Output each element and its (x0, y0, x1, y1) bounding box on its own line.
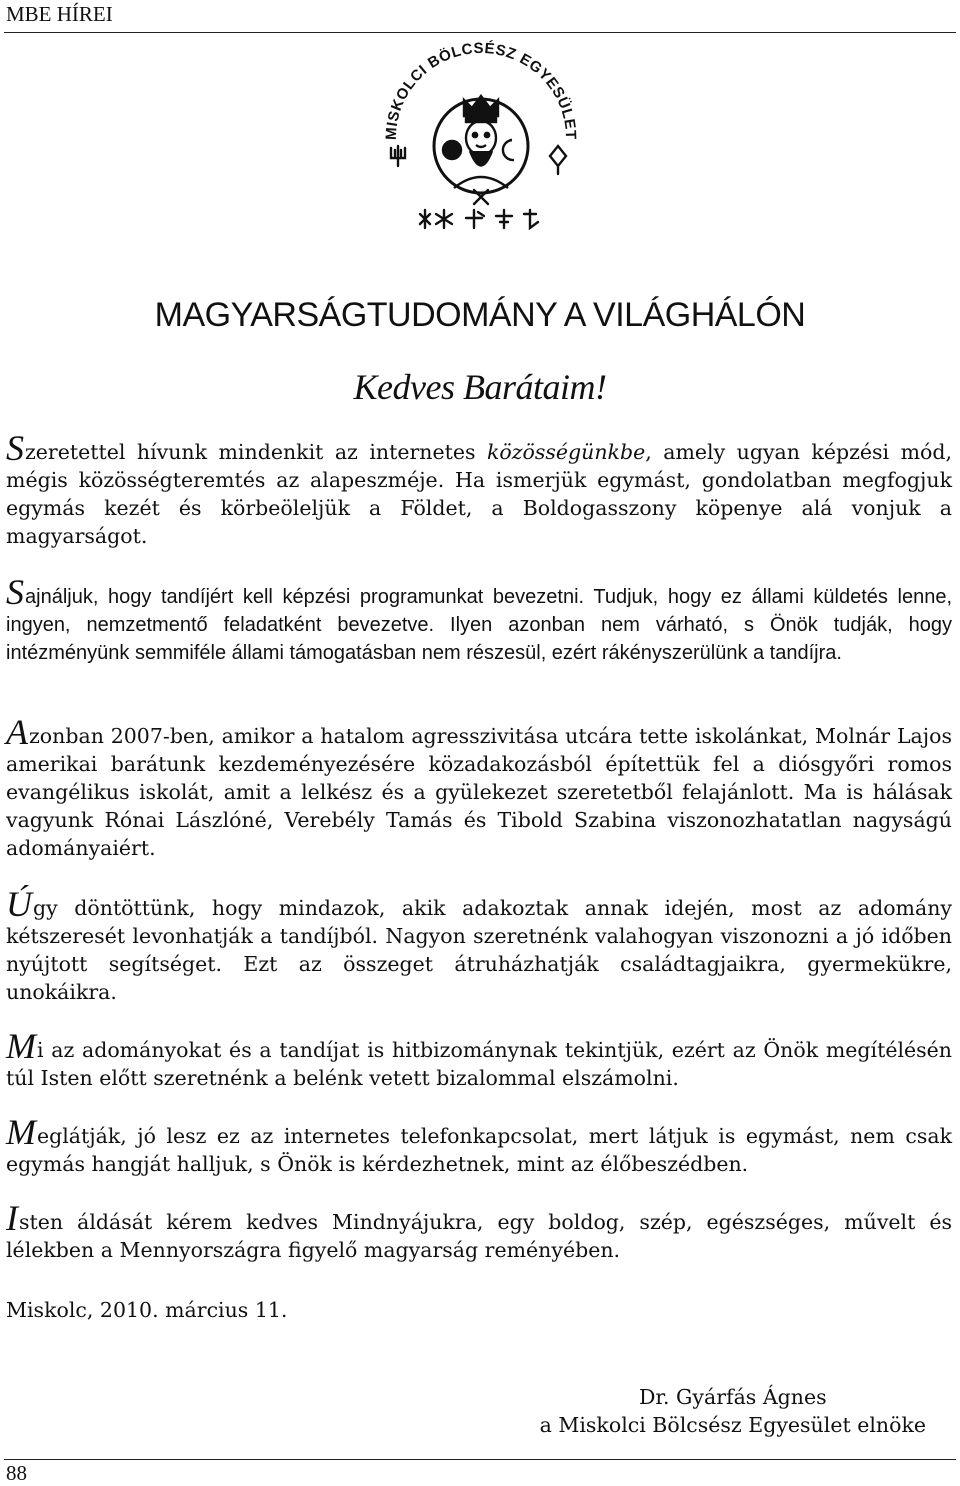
paragraph-4 (6, 884, 952, 1006)
logo-text: MISKOLCI BÖLCSÉSZ EGYESÜLET (382, 39, 580, 141)
footer-divider (4, 1459, 956, 1460)
dropcap: M (6, 1026, 36, 1066)
paragraph-3 (6, 712, 952, 862)
dropcap: A (6, 712, 28, 752)
signature-block (540, 1383, 926, 1439)
association-logo (378, 38, 584, 244)
paragraph-text: eglátják, jó lesz ez az internetes telefonkapcsolat, mert látjuk is egymást, nem csak egymás hangját halljuk, s Önök is kérdezhetnek, mint az élőbeszédben. (6, 1124, 952, 1176)
paragraph-6 (6, 1112, 952, 1178)
paragraph-text: zeretettel hívunk mindenkit az internetes (25, 440, 487, 464)
page-number: 88 (6, 1461, 27, 1485)
dropcap: S (6, 572, 24, 612)
signature-name: Dr. Gyárfás Ágnes (639, 1385, 827, 1409)
paragraph-text: , amely ugyan képzési mód, mégis közösségteremtés az alapeszméje. Ha ismerjük egymást, gondolatban megfogjuk egymás kezét és körbeöleljük a Földet, a Boldogasszony köpenye alá vonjuk a magyarságot. (6, 440, 952, 548)
paragraph-text: zonban 2007-ben, amikor a hatalom agresszivitása utcára tette iskolánkat, Molnár Lajos amerikai barátunk kezdeményezésére közadakozásból építettük fel a diósgyőri romos evangélikus iskolát, amit a lelkész és a gyülekezet szeretetből felajánlott. Ma is hálásak vagyunk Rónai Lászlóné, Verebély Tamás és Tibold Szabina viszonozhatatlan nagyságú adományaiért. (6, 724, 952, 860)
signature-role: a Miskolci Bölcsész Egyesület elnöke (539, 1413, 926, 1437)
paragraph-2 (6, 572, 952, 667)
paragraph-text: gy döntöttünk, hogy mindazok, akik adakoztak annak idején, most az adomány kétszeresét levonhatják a tandíjból. Nagyon szeretnénk valahogyan viszonozni a jó időben nyújtott segítséget. Ezt az összeget átruházhatják családtagjaikra, gyermekükre, unokáikra. (6, 896, 952, 1004)
article-title: MAGYARSÁGTUDOMÁNY A VILÁGHÁLÓN (154, 296, 806, 334)
paragraph-emphasis: közösségünkbe (486, 440, 646, 464)
running-header: MBE HÍREI (6, 2, 113, 26)
paragraph-text: i az adományokat és a tandíjat is hitbizománynak tekintjük, ezért az Önök megítélésén túl Isten előtt szeretnénk a belénk vetett bizalommal elszámolni. (6, 1038, 952, 1090)
paragraph-1 (6, 428, 952, 550)
paragraph-text: ajnáljuk, hogy tandíjért kell képzési programunkat bevezetni. Tudjuk, hogy ez állami küldetés lenne, ingyen, nemzetmentő feladatként bevezetve. Ilyen azonban nem várható, s Önök tudják, hogy intézményünk semmiféle állami támogatásban nem részesül, ezért rákényszerülünk a tandíjra. (6, 586, 952, 664)
dropcap: M (6, 1112, 36, 1152)
paragraph-7 (6, 1198, 952, 1264)
header-divider (4, 32, 956, 33)
paragraph-5 (6, 1026, 952, 1092)
dropcap: I (6, 1198, 18, 1238)
crowned-saint-emblem-icon (434, 96, 528, 193)
dropcap: Ú (6, 884, 32, 924)
letter-date: Miskolc, 2010. március 11. (6, 1298, 288, 1322)
paragraph-text: sten áldását kérem kedves Mindnyájukra, egy boldog, szép, egészséges, művelt és lélekben a Mennyországra figyelő magyarság reményében. (6, 1210, 952, 1262)
greeting: Kedves Barátaim! (353, 367, 607, 407)
dropcap: S (6, 428, 24, 468)
